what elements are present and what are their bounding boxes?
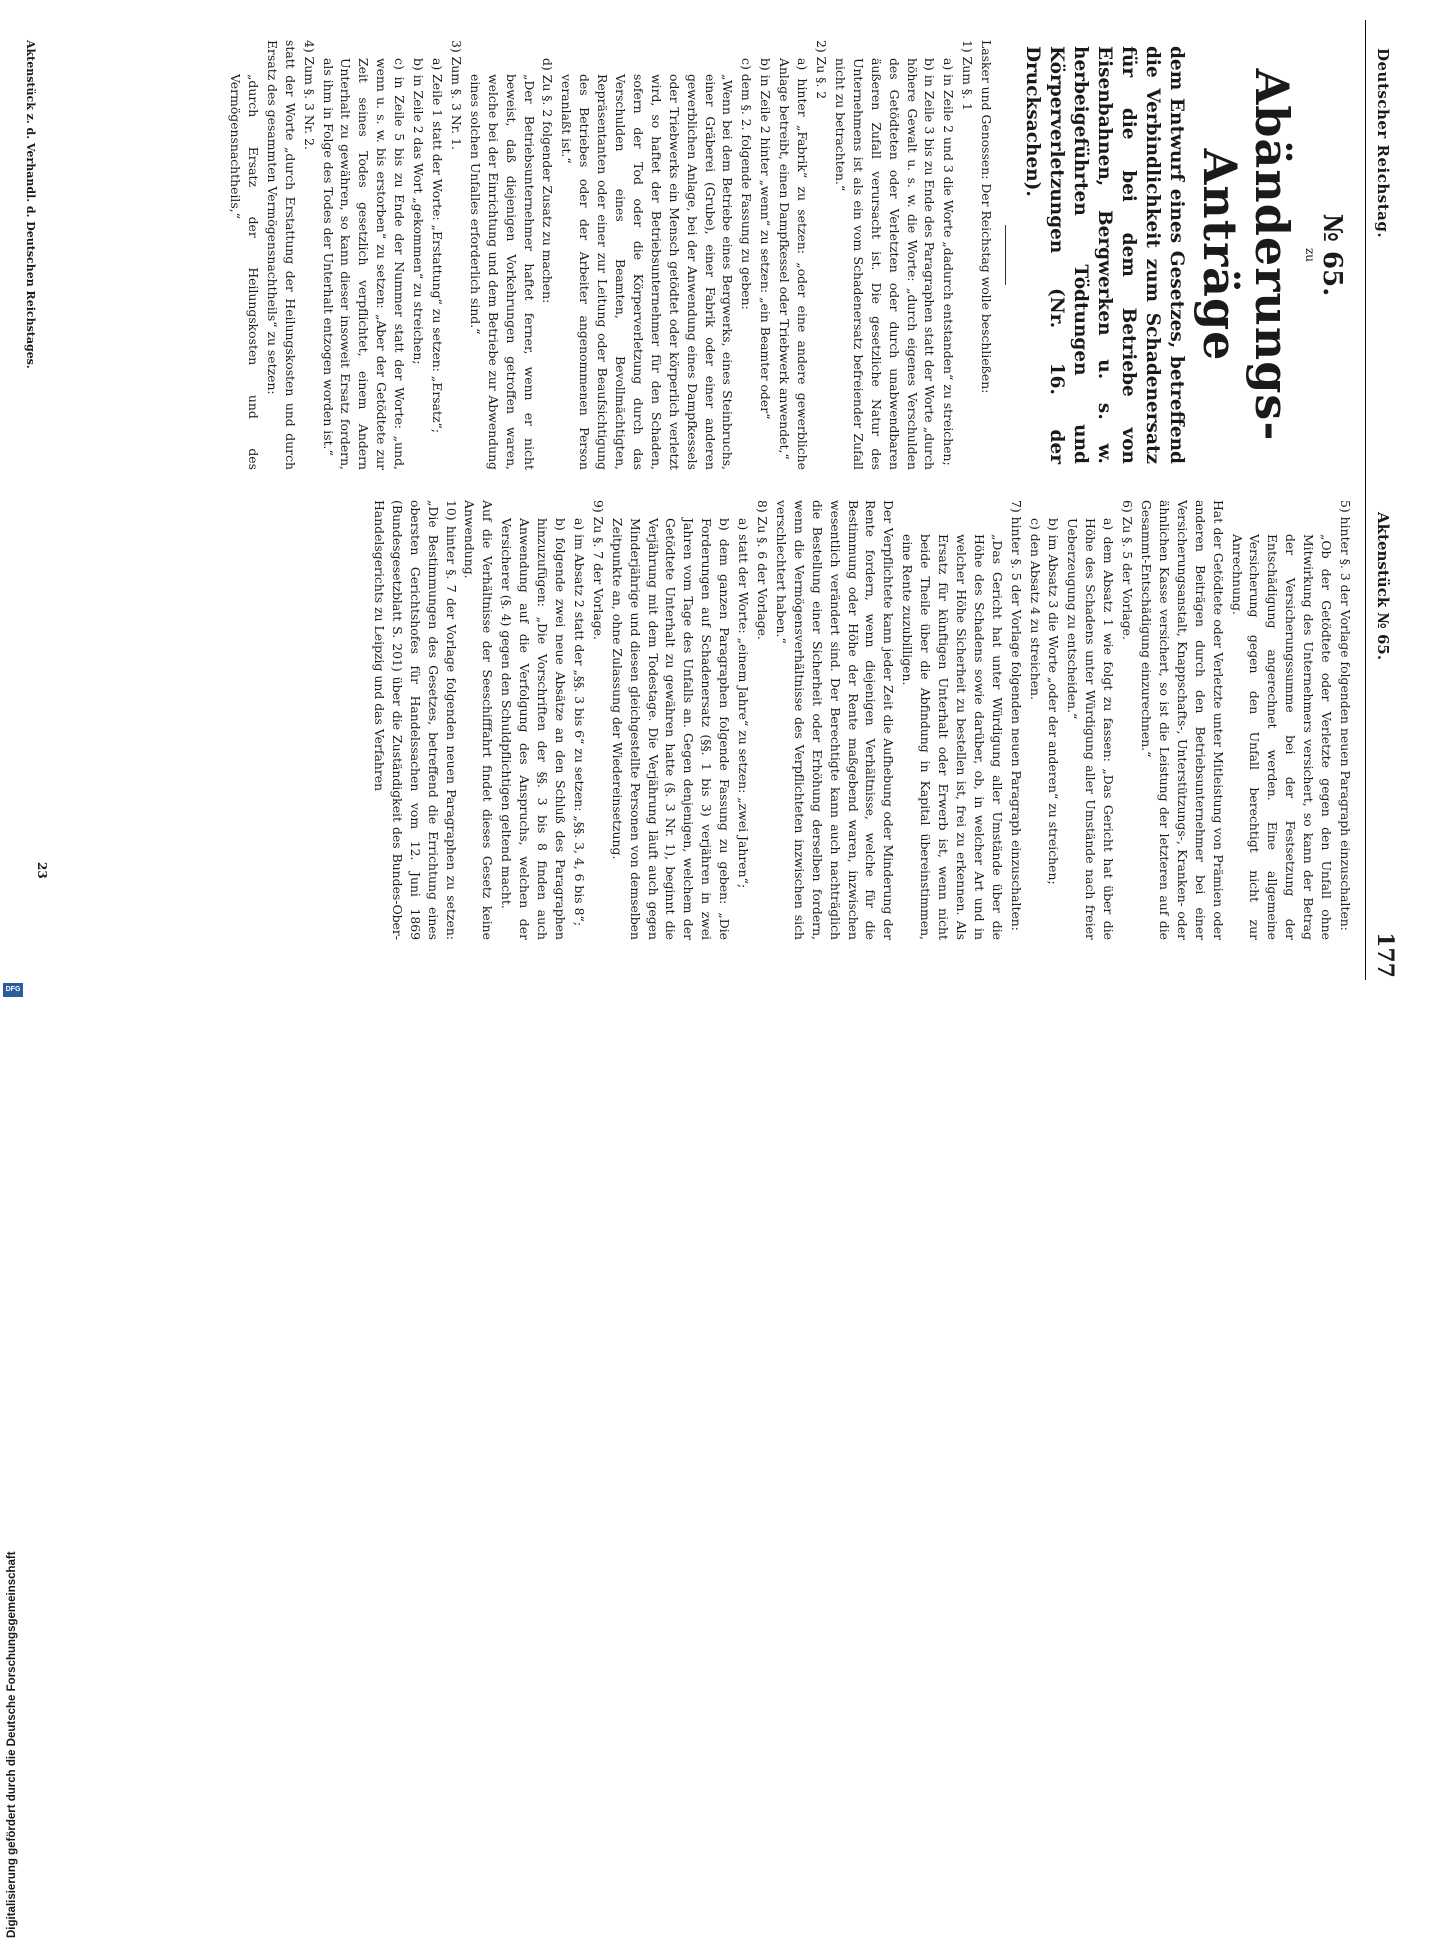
- header-left: Deutscher Reichstag.: [1374, 48, 1392, 239]
- page-header: [1368, 20, 1398, 980]
- paragraph: b) dem ganzen Paragraphen folgende Fassung zu geben: „Die Forderungen auf Schadenersatz (§§. 1 bis 3) verjähren in zwei Jahren vom Tage des Unfalls an. Gegen denjenigen, welchem der Getödtete Unterhalt zu gewähren hatte (§. 3 Nr. 1), beginnt die Verjährung mit dem Todestage. Die Verjährung läuft auch gegen Minderjährige und diesen gleichgestellte Personen von demselben Zeitpunkte an, ohne Zulassung der Wiedereinsetzung.: [609, 518, 733, 940]
- paragraph: 8) Zu §. 6 der Vorlage.: [755, 500, 770, 640]
- right-paragraphs: [370, 500, 1354, 940]
- paragraph: b) in Zeile 2 hinter „wenn“ zu setzen: „ein Beamter oder“: [758, 58, 774, 420]
- paragraph: b) in Zeile 2 das Wort „gekommen“ zu streichen;: [411, 58, 427, 365]
- paragraph: a) Zeile 1 statt der Worte: „Erstattung“ zu setzen: „Ersatz“;: [430, 58, 445, 434]
- paragraph: Auf die Verhältnisse der Seeschifffahrt findet dieses Gesetz keine Anwendung.: [462, 500, 496, 940]
- paragraph: 9) Zu §. 7 der Vorlage.: [590, 500, 606, 640]
- paragraph: b) in Zeile 3 bis zu Ende des Paragraphen statt der Worte „durch höhere Gewalt u. s. w. die Worte: „durch eigenes Verschulden des Getödteten oder Verletzten oder durch unabwendbaren äußeren Zufall verursacht ist. Die gesetzliche Natur des Unternehmens ist als ein vom Schadenersatz befreiender Zufall nicht zu betrachten.“: [832, 58, 938, 470]
- section-divider: [1005, 225, 1006, 285]
- paragraph: 5) hinter §. 3 der Vorlage folgenden neuen Paragraph einzuschalten:: [1338, 500, 1353, 931]
- paragraph: 3) Zum §. 3 Nr. 1.: [448, 40, 464, 150]
- signature-number: 23: [35, 862, 49, 879]
- paragraph: 2) Zu §. 2: [814, 40, 830, 100]
- zu-label: zu: [1303, 247, 1318, 263]
- dfg-logo: DFG: [3, 983, 23, 997]
- paragraph: Lasker und Genossen: Der Reichstag wolle beschließen:: [979, 40, 995, 394]
- paragraph: a) im Absatz 2 statt der „§§. 3 bis 6“ zu setzen: „§§. 3, 4, 6 bis 8“;: [571, 518, 587, 926]
- paragraph: c) in Zeile 5 bis zu Ende der Nummer statt der Worte: „und, wenn u. s. w. bis erstorben“ zu setzen: „Aber der Getödtete zur Zeit seines Todes gesetzlich verpflichtet, einem Andern Unterhalt zu gewähren, so kann dieser insoweit Ersatz fordern, als ihm in Folge des Todes der Unterhalt entzogen worden ist.“: [320, 58, 408, 470]
- header-center: Aktenstück № 65.: [1374, 512, 1392, 661]
- paragraph: Der Verpflichtete kann jeder Zeit die Aufhebung oder Minderung der Rente fordern, wenn diejenigen Verhältnisse, welche für die Bestimmung oder Höhe der Rente maßgebend waren, inzwischen wesentlich verändert sind. Der Berechtigte kann auch nachträglich die Bestellung einer Sicherheit oder Erhöhung derselben fordern, wenn die Vermögensverhältnisse des Verpflichteten inzwischen sich verschlechtert haben.“: [773, 500, 897, 940]
- paragraph: statt der Worte „durch Erstattung der Heilungskosten und durch Ersatz des gesammten Vermögensnachtheils“ zu setzen:: [264, 40, 298, 470]
- paragraph: a) dem Absatz 1 wie folgt zu fassen: „Das Gericht hat über die Höhe des Schadens unter Würdigung aller Umstände nach freier Ueberzeugung zu entscheiden.“: [1065, 518, 1117, 940]
- digitization-sidebar: [0, 0, 26, 1938]
- left-column: [34, 40, 1354, 470]
- footer-note: Aktenstück z. d. Verhandl. d. Deutschen Reichstages.: [24, 40, 37, 369]
- paragraph: b) im Absatz 3 die Worte „oder der anderen“ zu streichen;: [1046, 518, 1062, 885]
- document-subject: dem Entwurf eines Gesetzes, betreffend die Verbindlichkeit zum Schadenersatz für die bei dem Betriebe von Eisenbahnen, Bergwerken u. s. w. herbeigeführten Tödtungen und Körperverletzungen (Nr. 16. der Drucksachen).: [1022, 46, 1188, 464]
- document-number: № 65.: [1317, 213, 1347, 297]
- paragraph: d) Zu §. 2 folgender Zusatz zu machen:: [540, 58, 556, 304]
- paragraph: 1) Zum §. 1: [960, 40, 976, 111]
- paragraph: „durch Ersatz der Heilungskosten und des Vermögensnachtheils,“: [228, 74, 261, 470]
- paragraph: Hat der Getödtete oder Verletzte unter Mitleistung von Prämien oder anderen Beiträgen durch den Betriebsunternehmer bei einer Versicherungsanstalt, Knappschafts-, Unterstützungs-, Kranken- oder ähnlichen Kasse versichert, so ist die Leistung der letzteren auf die Gesammt-Entschädigung einzurechnen.“: [1139, 500, 1226, 940]
- left-paragraphs: [226, 40, 995, 470]
- paragraph: b) folgende zwei neue Absätze an den Schluß des Paragraphen hinzuzufügen: „Die Vorschriften der §§. 3 bis 8 finden auch Anwendung auf die Verfolgung des Anspruchs, welchen der Versicherer (§. 4) gegen den Schuldpflichtigen geltend macht.: [499, 518, 569, 940]
- paragraph: 10) hinter §. 7 der Vorlage folgenden neuen Paragraphen zu setzen: „Die Bestimmungen des Gesetzes, betreffend die Errichtung eines obersten Gerichtshofes für Handelssachen vom 12. Juni 1869 (Bundesgesetzblatt S. 201) über die Zuständigkeit des Bundes-Ober-Handelsgerichts zu Leipzig und das Verfahren: [371, 500, 459, 940]
- paragraph: a) in Zeile 2 und 3 die Worte „dadurch entstanden“ zu streichen;: [941, 58, 957, 466]
- right-column: [24, 500, 1354, 940]
- paragraph: „Der Betriebsunternehmer haftet ferner, wenn er nicht beweist, daß diejenigen Vorkehrungen getroffen waren, welche bei der Einrichtung und dem Betriebe zur Abwendung eines solchen Unfalles erforderlich sind.“: [467, 74, 537, 470]
- paragraph: „Das Gericht hat unter Würdigung aller Umstände über die Höhe des Schadens sowie darüber, ob, in welcher Art und in welcher Höhe Sicherheit zu bestellen ist, frei zu erkennen. Als Ersatz für künftigen Unterhalt oder Erwerb ist, wenn nicht beide Theile über die Abfindung in Kapital übereinstimmen, eine Rente zuzubilligen.: [900, 534, 1005, 940]
- header-rule: [1365, 20, 1366, 980]
- sidebar-text: Digitalisierung gefördert durch die Deutsche Forschungsgemeinschaft: [6, 1551, 18, 1938]
- paragraph: „Wenn bei dem Betriebe eines Bergwerks, eines Steinbruchs, einer Gräberei (Grube), einer Fabrik oder einer anderen gewerblichen Anlage, bei der Anwendung eines Dampfkessels oder Triebwerks ein Mensch getödtet oder körperlich verletzt wird, so haftet der Betriebsunternehmer für den Schaden, sofern der Tod oder die Körperverletzung durch das Verschulden eines Beamten, Bevollmächtigten, Repräsentanten oder einer zur Leitung oder Beaufsichtigung des Betriebes oder der Arbeiter angenommenen Person veranlaßt ist.“: [559, 74, 736, 470]
- paragraph: a) statt der Worte: „einem Jahre“ zu setzen: „zwei Jahren“;: [736, 518, 752, 889]
- paragraph: 4) Zum §. 3 Nr. 2.: [301, 40, 317, 150]
- paragraph: „Ob der Getödtete oder Verletzte gegen den Unfall ohne Mitwirkung des Unternehmers versichert, so kann der Betrag der Versicherungssumme bei der Festsetzung der Entschädigung angerechnet werden. Eine allgemeine Versicherung gegen den Unfall berechtigt nicht zur Anrechnung.: [1229, 534, 1335, 940]
- paragraph: c) den Absatz 4 zu streichen.: [1027, 518, 1043, 700]
- paragraph: 6) Zu §. 5 der Vorlage.: [1120, 500, 1136, 640]
- paragraph: c) dem §. 2. folgende Fassung zu geben:: [739, 58, 755, 310]
- paragraph: a) hinter „Fabrik“ zu setzen: „oder eine andere gewerbliche Anlage betreibt, einen Dampfkessel oder Triebwerk anwendet,“: [777, 58, 811, 470]
- document-title: Abänderungs-Anträge: [1193, 68, 1300, 442]
- header-page-number: 177: [1372, 932, 1398, 978]
- paragraph: 7) hinter §. 5 der Vorlage folgenden neuen Paragraph einzuschalten:: [1008, 500, 1024, 931]
